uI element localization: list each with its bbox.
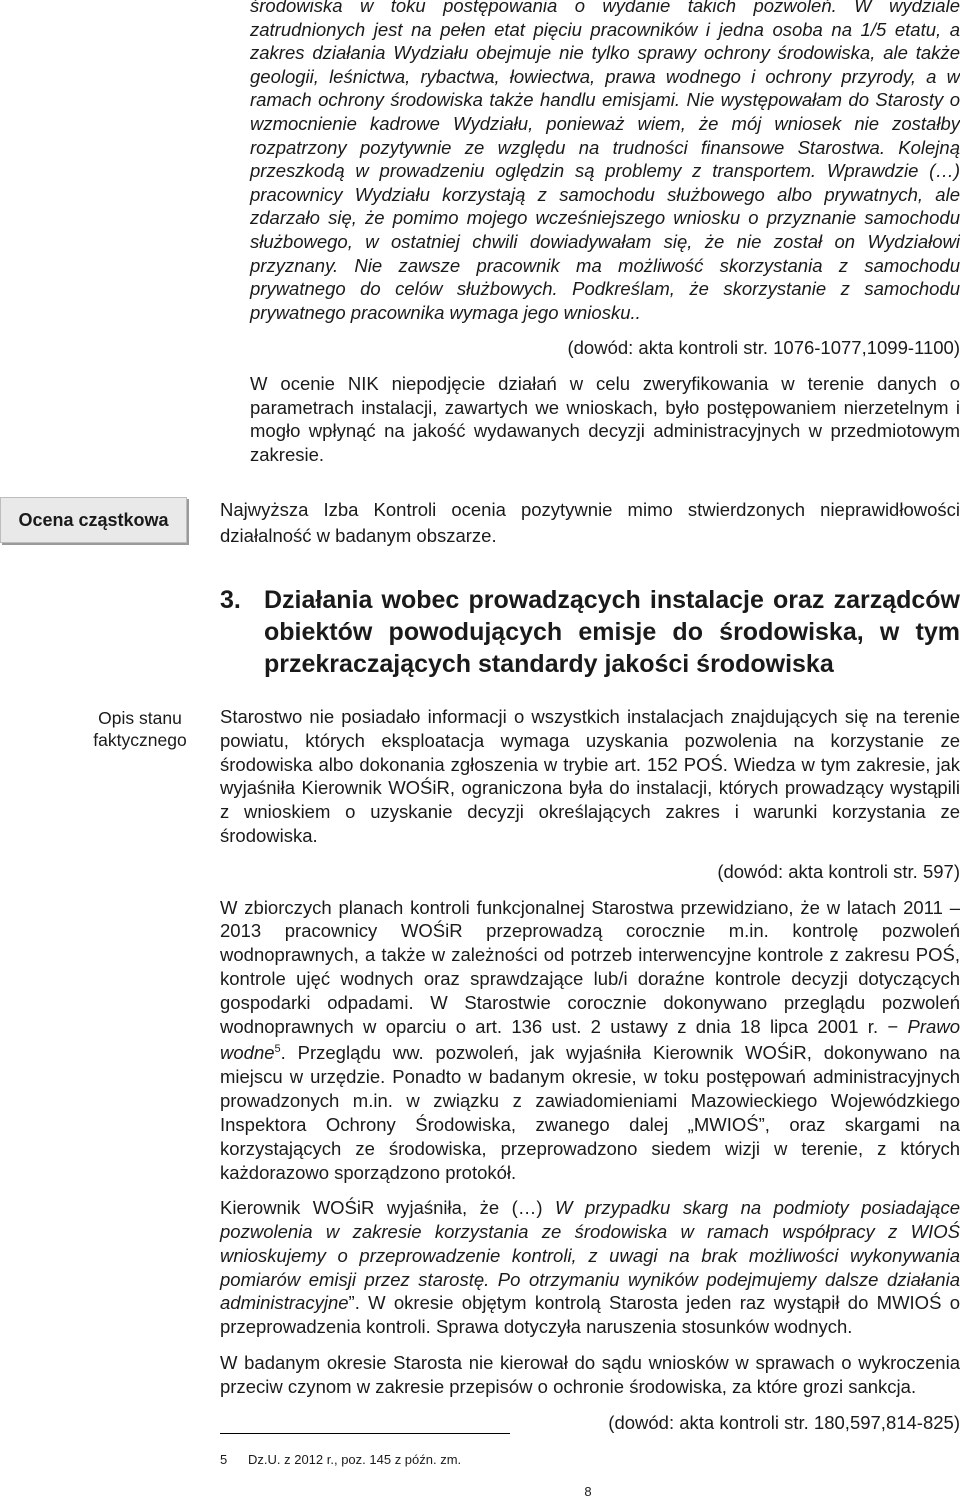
evidence-reference-2: (dowód: akta kontroli str. 597) <box>717 860 960 882</box>
footnote-mark: 5 <box>220 1452 228 1467</box>
section-heading <box>220 584 960 680</box>
p2-text-b: . Przeglądu ww. pozwoleń, jak wyjaśniła Kierownik WOŚiR, dokonywano na miejscu w urzędzie. Ponadto w badanym okresie, w toku postępowań administracyjnych prowadzonych m.in. w związku z zawiadomieniami Mazowieckiego Wojewódzkiego Inspektora Ochrony Środowiska, zwanego dalej „MWIOŚ”, oraz skargami na korzystających ze środowiska, przeprowadzono siedem wizji w terenie, z których każdorazowo sporządzono protokół. <box>220 1042 960 1183</box>
ocena-text: Najwyższa Izba Kontroli ocenia pozytywnie mimo stwierdzonych nieprawidłowości działalność w badanym obszarze. <box>220 499 960 546</box>
p3-text-b: ”. W okresie objętym kontrolą Starosta jeden raz wystąpił do MWIOŚ o przeprowadzenia kontroli. Sprawa dotyczyła naruszenia stosunków wodnych. <box>220 1292 960 1338</box>
footnote-text: Dz.U. z 2012 r., poz. 145 z późn. zm. <box>248 1452 462 1467</box>
p3-quote: W przypadku skarg na podmioty posiadające pozwolenia w zakresie korzystania ze środowiska w ramach współpracy z WIOŚ wnioskujemy o przeprowadzenie kontroli, z uwagi na brak możliwości wykonywania pomiarów emisji przez starostę. Po otrzymaniu wyników podejmujemy dalsze działania administracyjne <box>220 1197 960 1314</box>
footnote <box>220 1452 461 1467</box>
opis-paragraph-3 <box>220 1196 960 1339</box>
footnote-divider <box>220 1433 510 1434</box>
p2-text-a: W zbiorczych planach kontroli funkcjonalnej Starostwa przewidziano, że w latach 2011 – 2013 pracownicy WOŚiR przeprowadzą corocznie m.in. kontrolę pozwoleń wodnoprawnych, a także w zależności od potrzeb interwencyjne kontrole z zakresu POŚ, kontrole ujęć wodnych oraz sprawdzające lub/i doraźne kontrole decyzji dotyczących gospodarki odpadami. W Starostwie corocznie dokonywano przeglądu pozwoleń wodnoprawnych w oparciu o art. 136 ust. 2 ustawy z dnia 18 lipca 2001 r. − <box>220 896 960 1037</box>
p2-act-name: Prawo wodne <box>220 1015 960 1064</box>
opis-paragraph-2 <box>220 896 960 1185</box>
opis-paragraph-1: Starostwo nie posiadało informacji o wszystkich instalacjach znajdujących się na terenie powiatu, których eksploatacja wymaga uzyskania pozwolenia na korzystanie ze środowiska albo dokonania zgłoszenia w trybie art. 152 POŚ. Wiedza w tym zakresie, jak wyjaśniła Kierownik WOŚiR, ograniczona była do instalacji, których prowadzący wystąpili z wnioskiem o uzyskanie decyzji określających zakres i warunki korzystania ze środowiska. <box>220 706 960 846</box>
footnote-ref: 5 <box>274 1043 281 1056</box>
opis-block <box>220 705 960 1434</box>
quote-end: . <box>635 301 641 323</box>
p3-quote-open: (…) <box>511 1197 555 1219</box>
page-number <box>0 1484 960 1499</box>
ocena-czastkowa-label: Ocena cząstkowa <box>0 497 187 543</box>
section-title: Działania wobec prowadzących instalacje oraz zarządców obiektów powodujących emisje do środowiska, w tym przekraczających standardy jakości środowiska <box>264 586 960 678</box>
evidence-reference: (dowód: akta kontroli str. 1076-1077,1099-1100) <box>567 337 960 359</box>
quote-text: środowiska w toku postępowania o wydanie takich pozwoleń. W wydziale zatrudnionych jest na pełen etat pięciu pracowników i jedna osoba na 1/5 etatu, a zakres działania Wydziału obejmuje nie tylko sprawy ochrony środowiska, ale także geologii, leśnictwa, rybactwa, łowiectwa, prawa wodnego i ochrony przyrody, a w ramach ochrony środowiska także handlu emisjami. Nie występowałam do Starosty o wzmocnienie kadrowe Wydziału, ponieważ wiem, że mój wniosek nie zostałby rozpatrzony pozytywnie ze względu na trudności finansowe Starostwa. Kolejną przeszkodą w prowadzeniu oględzin są problemy z transportem. Wprawdzie (…) pracownicy Wydziału korzystają z samochodu służbowego albo prywatnych, ale zdarzało się, że pomimo mojego wcześniejszego wniosku o przyznanie samochodu służbowego, w ostatniej chwili dowiadywałam się, że nie został on Wydziałowi przyznany. Nie zawsze pracownik ma możliwość skorzystania z samochodu prywatnego do celów służbowych. Podkreślam, że skorzystanie z samochodu prywatnego pracownika wymaga jego wniosku. <box>250 0 960 323</box>
opis-stanu-label: Opis stanu faktycznego <box>93 708 187 750</box>
evidence-reference-3: (dowód: akta kontroli str. 180,597,814-825) <box>608 1411 960 1433</box>
top-block <box>250 0 960 466</box>
p3-text-a: Kierownik WOŚiR wyjaśniła, że <box>220 1197 512 1219</box>
page-number-text: 8 <box>584 1484 592 1499</box>
section-number: 3. <box>220 586 241 614</box>
nik-assessment-paragraph: W ocenie NIK niepodjęcie działań w celu zweryfikowania w terenie danych o parametrach instalacji, zawartych we wnioskach, było postępowaniem nierzetelnym i mogło wpłynąć na jakość wydawanych decyzji administracyjnych w przedmiotowym zakresie. <box>250 372 960 465</box>
opis-paragraph-4: W badanym okresie Starosta nie kierował do sądu wniosków w sprawach o wykroczenia przeciw czynom w zakresie przepisów o ochronie środowiska, za które grozi sankcja. <box>220 1352 960 1397</box>
quote-paragraph <box>250 0 960 324</box>
